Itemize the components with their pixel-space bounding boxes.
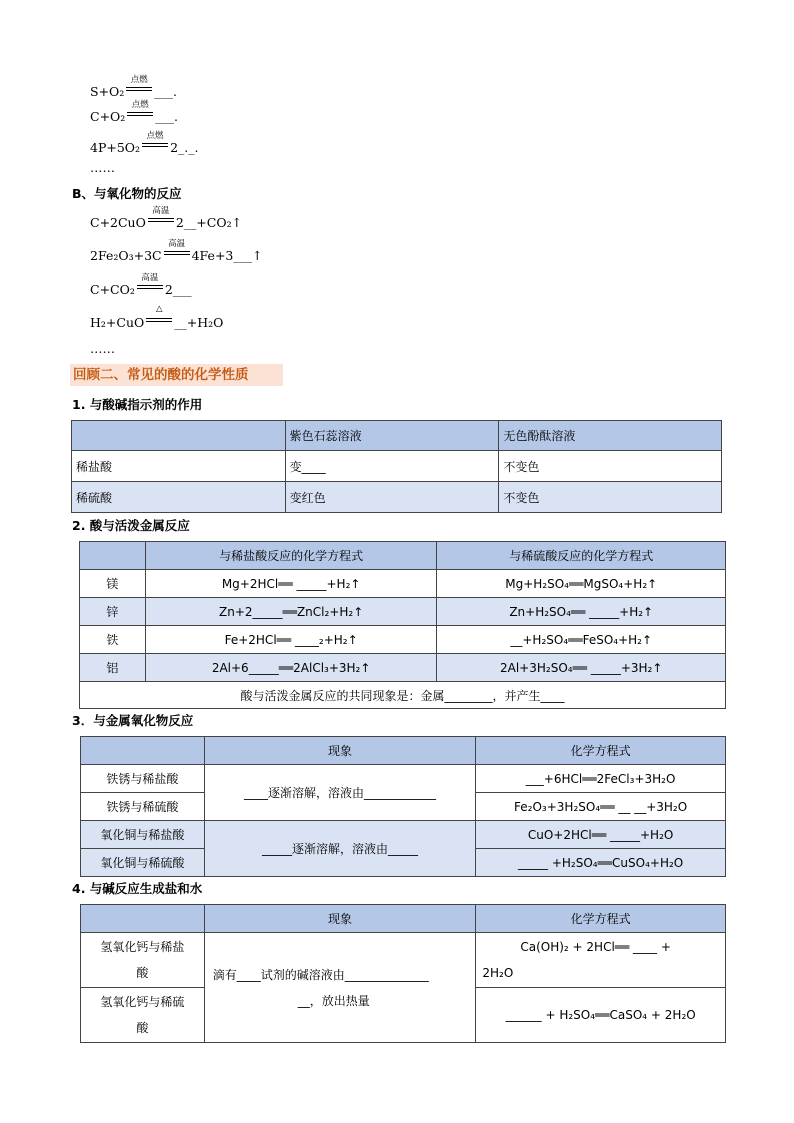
cell-line: 滴有____试剂的碱溶液由______________ <box>212 967 429 982</box>
heading-metal-oxide: 3．与金属氧化物反应 <box>72 713 194 728</box>
table-row <box>80 682 726 709</box>
heading-oxide-reactions: B、与氧化物的反应 <box>72 186 182 201</box>
equation-right: 2___ <box>164 282 192 297</box>
table-cell: 铝 <box>80 654 146 682</box>
table-header-cell: 现象 <box>204 905 476 933</box>
cell-line: 酸 <box>136 1021 149 1035</box>
equation-c-o2 <box>90 100 179 124</box>
table-header-cell: 与稀盐酸反应的化学方程式 <box>145 542 437 570</box>
table-row <box>81 765 726 793</box>
equation-right: 2_._. <box>170 140 199 155</box>
equation-left: H₂+CuO <box>90 315 145 330</box>
table-cell: __+H₂SO₄══FeSO₄+H₂↑ <box>437 626 726 654</box>
reaction-condition: 高温 <box>164 246 190 260</box>
equation-left: C+O₂ <box>90 109 126 124</box>
table-cell: 不变色 <box>499 482 722 513</box>
table-header-cell: 化学方程式 <box>476 737 726 765</box>
table-cell <box>81 933 205 988</box>
heading-indicator: 1. 与酸碱指示剂的作用 <box>72 397 203 412</box>
equation-fe2o3-c <box>90 239 263 263</box>
table-cell: 锌 <box>80 598 146 626</box>
equation-right: ___. <box>155 109 179 124</box>
ellipsis: …… <box>90 341 115 356</box>
table-cell: Zn+H₂SO₄══ _____+H₂↑ <box>437 598 726 626</box>
table-cell: 变红色 <box>285 482 499 513</box>
equation-right: 2__+CO₂↑ <box>175 215 243 230</box>
table-cell: 稀盐酸 <box>72 451 286 482</box>
table-header-cell <box>72 421 286 451</box>
equation-right: 4Fe+3___↑ <box>191 248 263 263</box>
table-cell: 镁 <box>80 570 146 598</box>
table-cell: Zn+2_____══ZnCl₂+H₂↑ <box>145 598 437 626</box>
equation-c-co2 <box>90 273 192 297</box>
table-row <box>72 451 722 482</box>
equation-right: ___. <box>154 84 178 99</box>
table-cell: _____逐渐溶解，溶液由_____ <box>204 821 476 877</box>
metal-reaction-table <box>79 541 726 709</box>
indicator-table <box>71 420 722 513</box>
table-header-cell: 化学方程式 <box>476 905 726 933</box>
table-cell: Mg+2HCl══ _____+H₂↑ <box>145 570 437 598</box>
table-cell: ____逐渐溶解，溶液由____________ <box>204 765 476 821</box>
cell-line: 酸 <box>136 966 149 980</box>
base-reaction-table <box>80 904 726 1043</box>
table-cell <box>81 988 205 1043</box>
cell-line: Ca(OH)₂ + 2HCl══ ____ + <box>520 940 671 954</box>
table-cell: 铁锈与稀盐酸 <box>81 765 205 793</box>
equation-left: 4P+5O₂ <box>90 140 141 155</box>
table-header-cell: 无色酚酞溶液 <box>499 421 722 451</box>
equation-left: C+2CuO <box>90 215 146 230</box>
table-header-cell: 与稀硫酸反应的化学方程式 <box>437 542 726 570</box>
table-row <box>81 933 726 988</box>
table-row <box>72 482 722 513</box>
table-row <box>80 626 726 654</box>
table-cell: ______ + H₂SO₄══CaSO₄ + 2H₂O <box>476 988 726 1043</box>
table-cell: CuO+2HCl══ _____+H₂O <box>476 821 726 849</box>
heading-base-reaction: 4. 与碱反应生成盐和水 <box>72 881 203 896</box>
table-cell: 变____ <box>285 451 499 482</box>
reaction-condition: 点燃 <box>126 82 152 96</box>
table-header-cell <box>81 737 205 765</box>
cell-line: 氢氧化钙与稀硫 <box>100 995 185 1009</box>
table-cell: 稀硫酸 <box>72 482 286 513</box>
table-row <box>80 654 726 682</box>
cell-line: 氢氧化钙与稀盐 <box>100 940 185 954</box>
table-cell: 氧化铜与稀盐酸 <box>81 821 205 849</box>
equation-left: C+CO₂ <box>90 282 135 297</box>
table-header-cell <box>80 542 146 570</box>
table-row <box>81 821 726 849</box>
table-cell: 铁 <box>80 626 146 654</box>
equation-left: S+O₂ <box>90 84 125 99</box>
table-cell: ___+6HCl══2FeCl₃+3H₂O <box>476 765 726 793</box>
table-cell: Fe₂O₃+3H₂SO₄══ __ __+3H₂O <box>476 793 726 821</box>
table-row <box>80 598 726 626</box>
table-header-cell <box>81 905 205 933</box>
table-footer: 酸与活泼金属反应的共同现象是：金属________，并产生____ <box>80 682 726 709</box>
table-cell: _____ +H₂SO₄══CuSO₄+H₂O <box>476 849 726 877</box>
equation-right: __+H₂O <box>174 315 224 330</box>
table-cell <box>476 933 726 988</box>
table-cell: 铁锈与稀硫酸 <box>81 793 205 821</box>
table-row <box>80 570 726 598</box>
equation-p-o2 <box>90 131 199 155</box>
cell-line: __，放出热量 <box>297 993 370 1008</box>
equation-c-cuo <box>90 206 243 230</box>
equation-h2-cuo <box>90 304 224 330</box>
table-header-cell: 紫色石蕊溶液 <box>285 421 499 451</box>
table-cell: Fe+2HCl══ ____₂+H₂↑ <box>145 626 437 654</box>
table-cell <box>204 933 476 1043</box>
reaction-condition: 点燃 <box>127 107 153 121</box>
ellipsis: …… <box>90 160 115 175</box>
metal-oxide-table <box>80 736 726 877</box>
table-cell: 氧化铜与稀硫酸 <box>81 849 205 877</box>
table-header-cell: 现象 <box>204 737 476 765</box>
reaction-condition: 高温 <box>137 280 163 294</box>
reaction-condition: 点燃 <box>142 138 168 152</box>
equation-left: 2Fe₂O₃+3C <box>90 248 162 263</box>
section-title: 回顾二、常见的酸的化学性质 <box>70 364 283 386</box>
table-cell: 不变色 <box>499 451 722 482</box>
table-cell: 2Al+3H₂SO₄══ _____+3H₂↑ <box>437 654 726 682</box>
reaction-condition: 高温 <box>148 213 174 227</box>
table-cell: Mg+H₂SO₄══MgSO₄+H₂↑ <box>437 570 726 598</box>
table-cell: 2Al+6_____══2AlCl₃+3H₂↑ <box>145 654 437 682</box>
reaction-condition: △ <box>146 313 172 327</box>
cell-line: 2H₂O <box>482 966 514 980</box>
heading-metal-reaction: 2. 酸与活泼金属反应 <box>72 518 190 533</box>
equation-s-o2 <box>90 75 178 99</box>
